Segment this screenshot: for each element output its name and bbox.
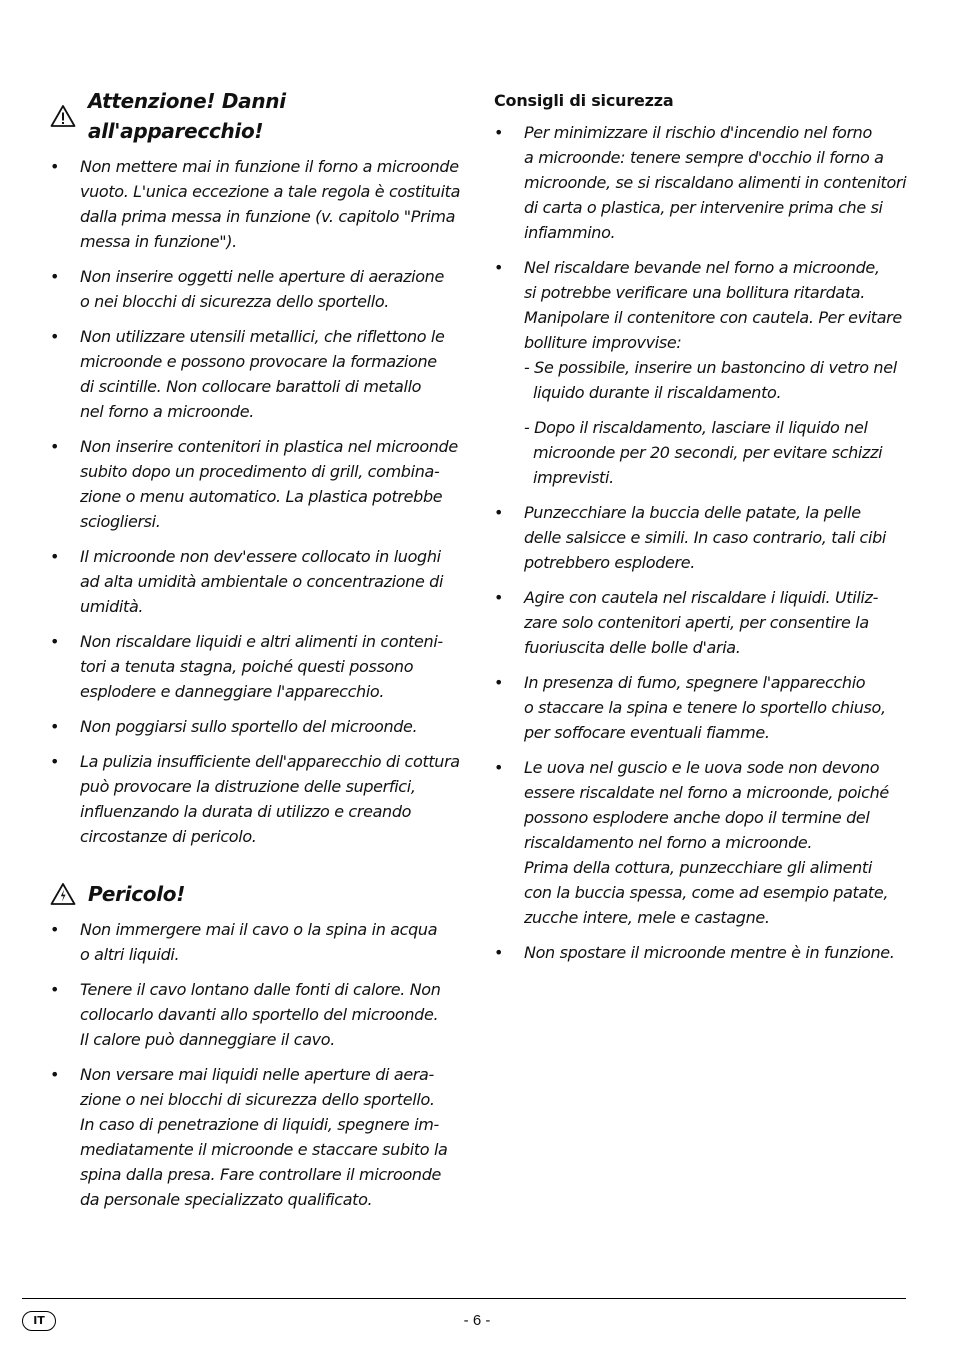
left-column [50, 86, 462, 1222]
list-item [494, 120, 908, 245]
bullet-marker: • [494, 588, 504, 607]
caution-list [50, 154, 462, 849]
bullet-marker: • [50, 717, 60, 736]
bullet-marker: • [494, 258, 504, 277]
list-item [50, 544, 462, 619]
bullet-marker: • [494, 673, 504, 692]
list-item-text: Non mettere mai in funzione il forno a microonde vuoto. L'unica eccezione a tale regola è costituita dalla prima messa in funzione (v. capitolo "Prima messa in funzione"). [80, 157, 461, 251]
list-item [50, 1062, 462, 1212]
list-item [494, 585, 908, 660]
list-item-text: Tenere il cavo lontano dalle fonti di calore. Non collocarlo davanti allo sportello del microonde. Il calore può danneggiare il cavo. [80, 980, 441, 1049]
list-item-text: Non poggiarsi sullo sportello del microonde. [80, 717, 418, 736]
list-item [494, 670, 908, 745]
list-item-text: Non inserire contenitori in plastica nel microonde subito dopo un procedimento di grill, combina- zione o menu automatico. La plastica potrebbe sciogliersi. [80, 437, 458, 531]
list-item-text: Non versare mai liquidi nelle aperture di aera- zione o nei blocchi di sicurezza dello sportello. In caso di penetrazione di liquidi, spegnere im- mediatamente il microonde e staccare subito la spina dalla presa. Fare controllare il microonde da personale specializzato qualificato. [80, 1065, 448, 1209]
list-item-text: Il microonde non dev'essere collocato in luoghi ad alta umidità ambientale o concentrazione di umidità. [80, 547, 444, 616]
bullet-marker: • [50, 547, 60, 566]
right-column [494, 86, 908, 975]
bullet-marker: • [50, 267, 60, 286]
list-item [50, 434, 462, 534]
language-badge: IT [22, 1311, 56, 1331]
list-item [50, 154, 462, 254]
warning-triangle-icon [50, 104, 76, 128]
list-item [494, 940, 908, 965]
danger-heading [50, 879, 462, 909]
list-item [50, 629, 462, 704]
list-item [494, 255, 908, 490]
safety-tips-heading: Consigli di sicurezza [494, 91, 674, 110]
list-item [50, 714, 462, 739]
list-item [50, 264, 462, 314]
footer-divider [22, 1298, 906, 1299]
sub-item: - Dopo il riscaldamento, lasciare il liquido nel microonde per 20 secondi, per evitare schizzi imprevisti. [524, 418, 883, 487]
list-item-text: Non utilizzare utensili metallici, che riflettono le microonde e possono provocare la formazione di scintille. Non collocare barattoli di metallo nel forno a microonde. [80, 327, 445, 421]
bullet-marker: • [494, 123, 504, 142]
bullet-marker: • [50, 632, 60, 651]
list-item [494, 500, 908, 575]
bullet-marker: • [50, 437, 60, 456]
list-item [50, 917, 462, 967]
list-item-text: Le uova nel guscio e le uova sode non devono essere riscaldate nel forno a microonde, poiché possono esplodere anche dopo il termine del riscaldamento nel forno a microonde. Prima della cottura, punzecchiare gli alimenti con la buccia spessa, come ad esempio patate, zucche intere, mele e castagne. [524, 758, 889, 927]
list-item-text: Punzecchiare la buccia delle patate, la pelle delle salsicce e simili. In caso contrario, tali cibi potrebbero esplodere. [524, 503, 886, 572]
caution-heading-text: Attenzione! Danni all'apparecchio! [88, 89, 286, 143]
list-item [50, 749, 462, 849]
list-item-text: Non inserire oggetti nelle aperture di aerazione o nei blocchi di sicurezza dello sportello. [80, 267, 444, 311]
bullet-marker: • [50, 980, 60, 999]
bullet-marker: • [494, 503, 504, 522]
sub-item: - Se possibile, inserire un bastoncino di vetro nel liquido durante il riscaldamento. [524, 358, 897, 402]
bullet-marker: • [50, 157, 60, 176]
list-item-text: In presenza di fumo, spegnere l'apparecchio o staccare la spina e tenere lo sportello chiuso, per soffocare eventuali fiamme. [524, 673, 886, 742]
list-item [494, 755, 908, 930]
danger-heading-text: Pericolo! [88, 882, 186, 906]
list-item-text: Agire con cautela nel riscaldare i liquidi. Utiliz- zare solo contenitori aperti, per consentire la fuoriuscita delle bolle d'aria. [524, 588, 879, 657]
bullet-marker: • [50, 327, 60, 346]
list-item-text: Non immergere mai il cavo o la spina in acqua o altri liquidi. [80, 920, 438, 964]
bullet-marker: • [50, 920, 60, 939]
bullet-marker: • [50, 1065, 60, 1084]
danger-list [50, 917, 462, 1212]
list-item-text: Nel riscaldare bevande nel forno a microonde, si potrebbe verificare una bollitura ritardata. Manipolare il contenitore con cautela. Per evitare bolliture improvvise: [524, 258, 902, 352]
caution-heading [50, 86, 462, 146]
list-item-text: Per minimizzare il rischio d'incendio nel forno a microonde: tenere sempre d'occhio il forno a microonde, se si riscaldano alimenti in contenitori di carta o plastica, per intervenire prima che si infiammino. [524, 123, 907, 242]
list-item-text: La pulizia insufficiente dell'apparecchio di cottura può provocare la distruzione delle superfici, influenzando la durata di utilizzo e creando circostanze di pericolo. [80, 752, 460, 846]
page-number: - 6 - [463, 1312, 491, 1329]
list-item [50, 977, 462, 1052]
list-item [50, 324, 462, 424]
bullet-marker: • [494, 758, 504, 777]
safety-tips-list [494, 120, 908, 965]
high-voltage-warning-icon [50, 882, 76, 906]
bullet-marker: • [50, 752, 60, 771]
list-item-text: Non riscaldare liquidi e altri alimenti in conteni- tori a tenuta stagna, poiché questi possono esplodere e danneggiare l'apparecchio. [80, 632, 443, 701]
bullet-marker: • [494, 943, 504, 962]
list-item-text: Non spostare il microonde mentre è in funzione. [524, 943, 895, 962]
